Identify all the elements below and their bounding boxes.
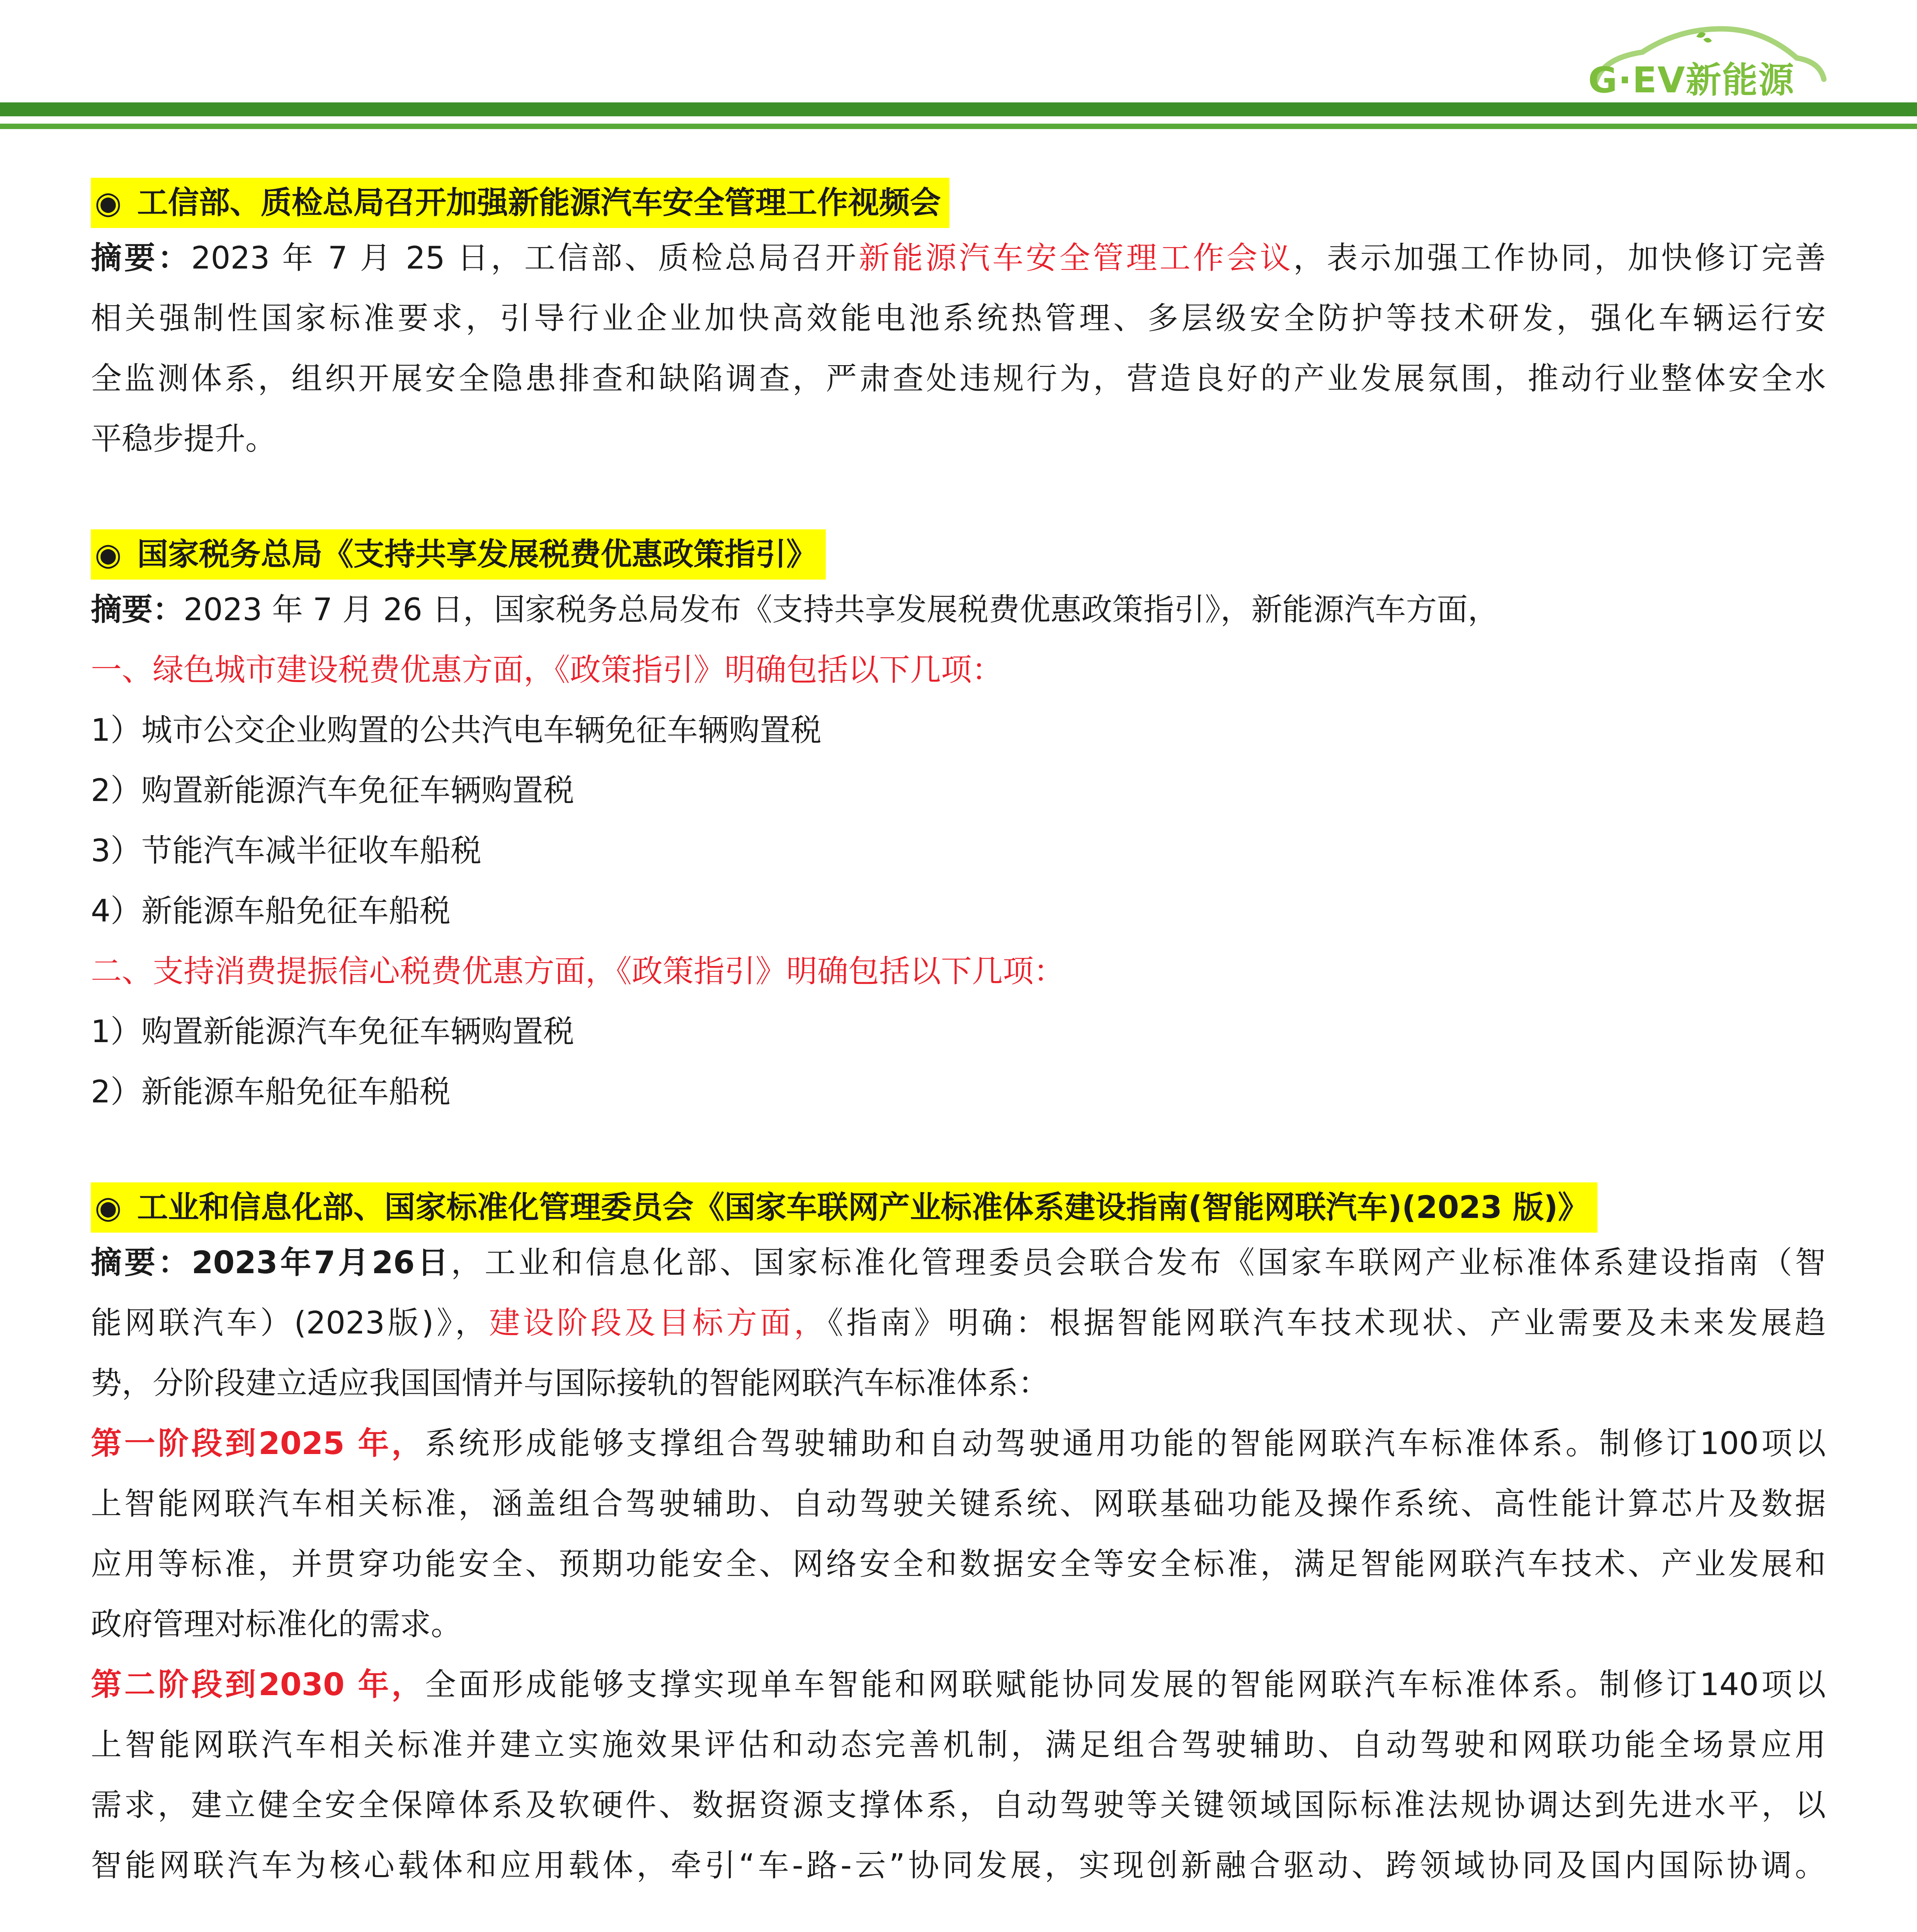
list-item: 3）节能汽车减半征收车船税 — [91, 833, 481, 869]
summary-line: 能网联汽车）(2023版)》，建设阶段及目标方面，《指南》明确：根据智能网联汽车技术现状、产业需要及未来发展趋 — [91, 1305, 1826, 1341]
summary-line: 相关强制性国家标准要求，引导行业企业加快高效能电池系统热管理、多层级安全防护等技术研发，强化车辆运行安 — [91, 300, 1826, 336]
stage-line: 上智能网联汽车相关标准并建立实施效果评估和动态完善机制，满足组合驾驶辅助、自动驾驶和网联功能全场景应用 — [91, 1727, 1826, 1763]
summary-line: 摘要：2023 年 7 月 25 日，工信部、质检总局召开新能源汽车安全管理工作会议，表示加强工作协同，加快修订完善 — [91, 240, 1826, 276]
news-section-1 — [91, 178, 1826, 469]
list-item: 4）新能源车船免征车船税 — [91, 893, 451, 929]
stage-line: 第二阶段到2030 年，全面形成能够支撑实现单车智能和网联赋能协同发展的智能网联汽车标准体系。制修订140项以 — [91, 1667, 1826, 1702]
news-section-2 — [91, 529, 1826, 1122]
summary-line: 摘要：2023年7月26日，工业和信息化部、国家标准化管理委员会联合发布《国家车联网产业标准体系建设指南（智 — [91, 1245, 1826, 1281]
list-item: 1）城市公交企业购置的公共汽电车辆免征车辆购置税 — [91, 712, 822, 748]
news-section-3 — [91, 1182, 1826, 1896]
stage-line: 上智能网联汽车相关标准，涵盖组合驾驶辅助、自动驾驶关键系统、网联基础功能及操作系统、高性能计算芯片及数据 — [91, 1486, 1826, 1522]
bullet-icon: ◉ — [95, 536, 122, 572]
stage-line: 政府管理对标准化的需求。 — [91, 1606, 462, 1642]
stage-line: 智能网联汽车为核心载体和应用载体，牵引“车-路-云”协同发展，实现创新融合驱动、跨领域协同及国内国际协调。 — [91, 1847, 1826, 1883]
list-item: 2）新能源车船免征车船税 — [91, 1074, 451, 1110]
logo-text: G·EV新能源 — [1588, 60, 1795, 101]
section-title: ◉ 工业和信息化部、国家标准化管理委员会《国家车联网产业标准体系建设指南(智能网联汽车)(2023 版)》 — [91, 1182, 1597, 1233]
header-rule-thick — [0, 102, 1917, 116]
summary-line: 摘要：2023 年 7 月 26 日，国家税务总局发布《支持共享发展税费优惠政策指引》，新能源汽车方面， — [91, 592, 1499, 628]
summary-line: 全监测体系，组织开展安全隐患排查和缺陷调查，严肃查处违规行为，营造良好的产业发展氛围，推动行业整体安全水 — [91, 361, 1826, 396]
stage-line: 应用等标准，并贯穿功能安全、预期功能安全、网络安全和数据安全等安全标准，满足智能网联汽车技术、产业发展和 — [91, 1546, 1826, 1582]
subheading: 二、支持消费提振信心税费优惠方面，《政策指引》明确包括以下几项： — [91, 953, 1065, 989]
stage-line: 需求，建立健全安全保障体系及软硬件、数据资源支撑体系，自动驾驶等关键领域国际标准法规协调达到先进水平，以 — [91, 1787, 1826, 1823]
header-rule-thin — [0, 124, 1917, 129]
gev-logo — [1580, 15, 1832, 108]
summary-line: 平稳步提升。 — [91, 421, 276, 457]
document-body — [91, 178, 1826, 1932]
stage-line: 第一阶段到2025 年，系统形成能够支撑组合驾驶辅助和自动驾驶通用功能的智能网联汽车标准体系。制修订100项以 — [91, 1425, 1826, 1461]
list-item: 2）购置新能源汽车免征车辆购置税 — [91, 772, 574, 808]
bullet-icon: ◉ — [95, 1189, 122, 1225]
section-title: ◉ 国家税务总局《支持共享发展税费优惠政策指引》 — [91, 529, 826, 580]
list-item: 1）购置新能源汽车免征车辆购置税 — [91, 1014, 574, 1049]
summary-line: 势，分阶段建立适应我国国情并与国际接轨的智能网联汽车标准体系： — [91, 1365, 1049, 1401]
bullet-icon: ◉ — [95, 185, 122, 221]
subheading: 一、绿色城市建设税费优惠方面，《政策指引》明确包括以下几项： — [91, 652, 1003, 688]
section-title: ◉ 工信部、质检总局召开加强新能源汽车安全管理工作视频会 — [91, 178, 949, 228]
